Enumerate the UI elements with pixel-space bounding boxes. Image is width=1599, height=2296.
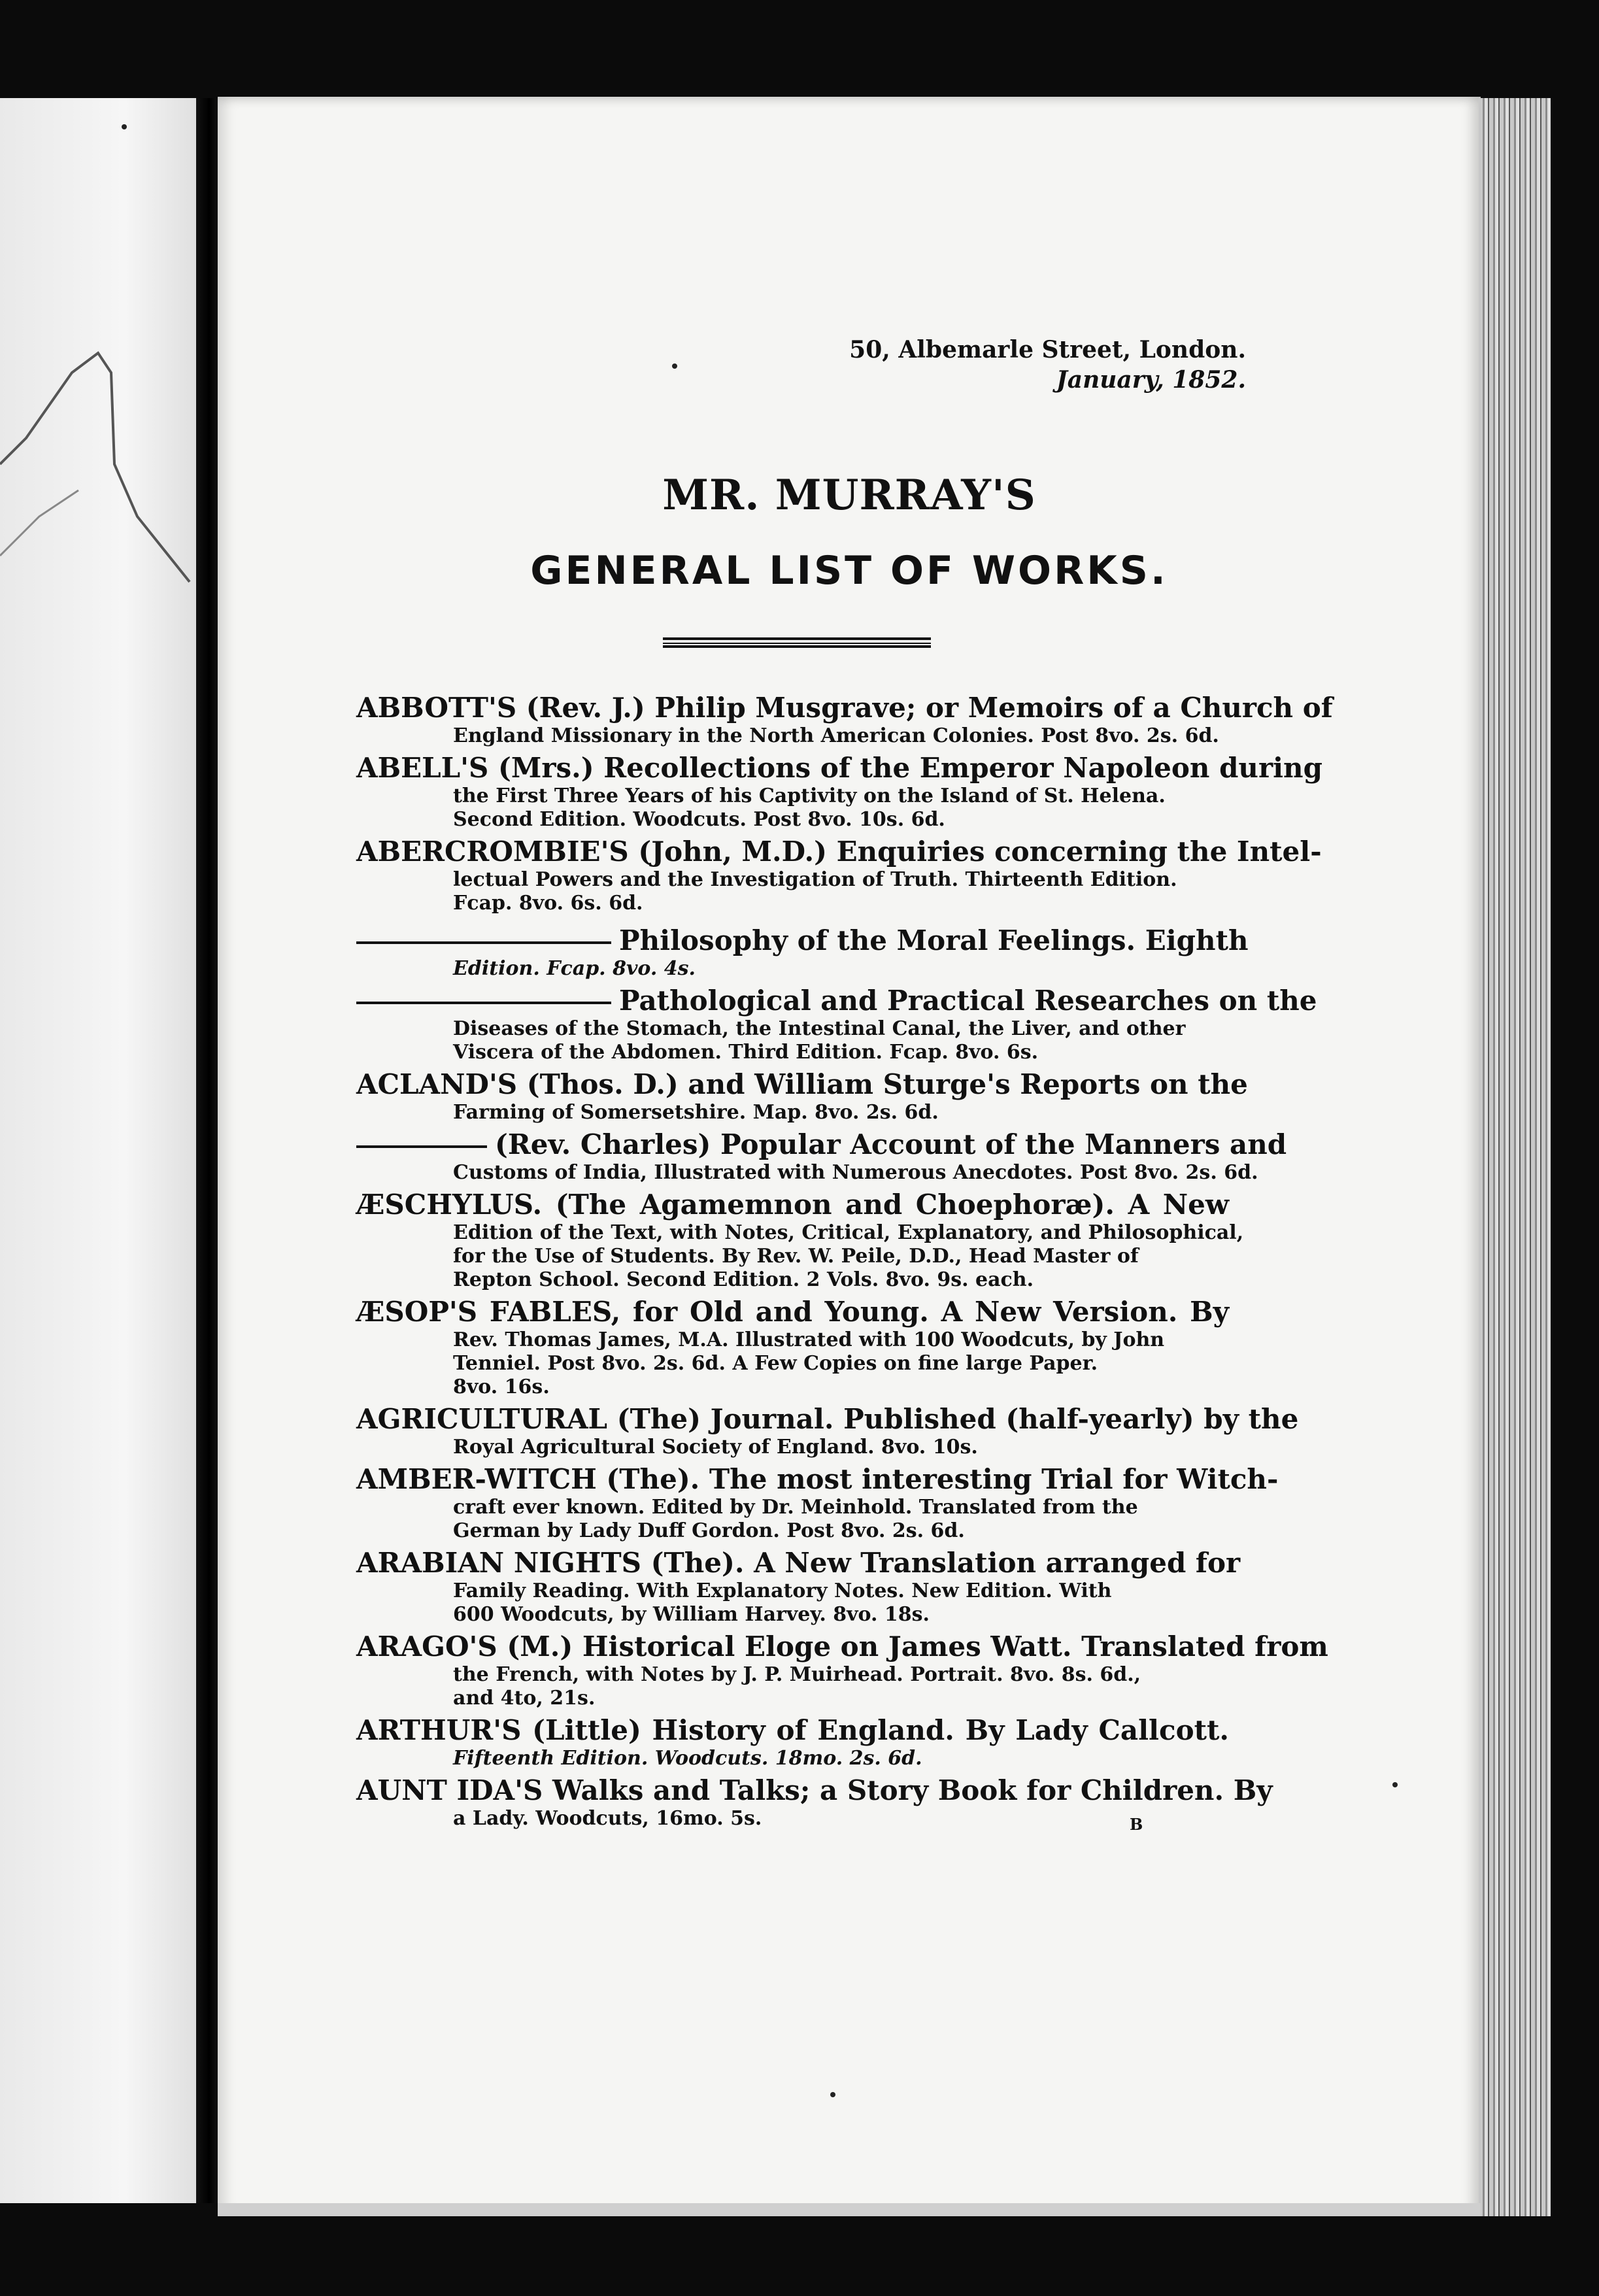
page-subtitle: GENERAL LIST OF WORKS. [530,548,1168,594]
entry-head-text: Pathological and Practical Researches on the [619,985,1317,1017]
entry-line: for the Use of Students. By Rev. W. Peile, D.D., Head Master of [453,1245,1139,1268]
entry-head-continued [356,1128,1287,1161]
list-item [356,1403,1299,1459]
entry-line: Edition. Fcap. 8vo. 4s. [453,957,696,980]
entry-line: Tenniel. Post 8vo. 2s. 6d. A Few Copies on fine large Paper. [453,1352,1098,1375]
entry-head: ABERCROMBIE'S (John, M.D.) Enquiries concerning the Intel- [356,836,1322,868]
page-bottom-edge [218,2203,1481,2216]
entry-line: the French, with Notes by J. P. Muirhead. Portrait. 8vo. 8s. 6d., [453,1663,1141,1686]
ditto-rule [356,941,611,944]
entry-line: Fcap. 8vo. 6s. 6d. [453,892,643,915]
entry-line: lectual Powers and the Investigation of Truth. Thirteenth Edition. [453,868,1177,891]
speck [830,2092,835,2097]
entry-line: 600 Woodcuts, by William Harvey. 8vo. 18s. [453,1603,930,1626]
entry-line: Second Edition. Woodcuts. Post 8vo. 10s. 6d. [453,808,945,831]
list-item [356,1463,1279,1543]
page-title: MR. MURRAY'S [662,471,1036,520]
entry-head: AGRICULTURAL (The) Journal. Published (half-yearly) by the [356,1403,1299,1435]
entry-head: ARAGO'S (M.) Historical Eloge on James Watt. Translated from [356,1630,1328,1663]
entry-head-continued [356,924,1249,957]
entry-line: England Missionary in the North American Colonies. Post 8vo. 2s. 6d. [453,724,1219,747]
list-item [356,1547,1241,1627]
entry-head-continued [356,985,1317,1017]
page-stack-edge [1479,98,1551,2216]
entry-line: the First Three Years of his Captivity on the Island of St. Helena. [453,785,1166,807]
list-item [356,1630,1328,1710]
list-item [356,1714,1229,1770]
title-rule [663,637,931,648]
speck [672,363,677,369]
entry-head: ABELL'S (Mrs.) Recollections of the Emperor Napoleon during [356,752,1322,784]
entry-line: Edition of the Text, with Notes, Critical, Explanatory, and Philosophical, [453,1221,1244,1244]
list-item [356,1189,1244,1292]
entry-head: ÆSOP'S FABLES, for Old and Young. A New Version. By [356,1296,1229,1328]
speck [122,124,127,129]
list-item [356,836,1322,915]
list-item [356,985,1317,1064]
entry-head: ACLAND'S (Thos. D.) and William Sturge's Reports on the [356,1068,1248,1100]
speck [1392,1782,1398,1787]
entry-line: a Lady. Woodcuts, 16mo. 5s. [453,1807,762,1830]
entry-line: Viscera of the Abdomen. Third Edition. Fcap. 8vo. 6s. [453,1041,1039,1064]
entry-head: AUNT IDA'S Walks and Talks; a Story Book for Children. By [356,1774,1273,1806]
torn-page-mark [0,98,208,2203]
entry-head: ABBOTT'S (Rev. J.) Philip Musgrave; or Memoirs of a Church of [356,692,1333,724]
list-item [356,924,1249,981]
entry-head-text: Philosophy of the Moral Feelings. Eighth [619,924,1249,956]
list-item [356,1296,1229,1399]
entry-head: ARTHUR'S (Little) History of England. By Lady Callcott. [356,1714,1229,1746]
entry-line: Family Reading. With Explanatory Notes. New Edition. With [453,1579,1112,1602]
entry-line: Diseases of the Stomach, the Intestinal Canal, the Liver, and other [453,1017,1186,1040]
list-item [356,692,1333,748]
entry-line: Repton School. Second Edition. 2 Vols. 8vo. 9s. each. [453,1268,1034,1291]
entry-line: Rev. Thomas James, M.A. Illustrated with 100 Woodcuts, by John [453,1328,1165,1351]
entry-line: German by Lady Duff Gordon. Post 8vo. 2s. 6d. [453,1519,965,1542]
ditto-rule [356,1145,487,1148]
address-street: 50, Albemarle Street, London. [849,336,1246,363]
entry-line: Customs of India, Illustrated with Numerous Anecdotes. Post 8vo. 2s. 6d. [453,1161,1258,1184]
entry-head: ARABIAN NIGHTS (The). A New Translation arranged for [356,1547,1241,1579]
address-date: January, 1852. [1056,366,1246,394]
list-item [356,1774,1273,1831]
publisher-address [849,335,1246,395]
signature-mark: B [1130,1815,1143,1834]
ditto-rule [356,1002,611,1004]
entry-line: Fifteenth Edition. Woodcuts. 18mo. 2s. 6d. [453,1747,922,1770]
list-item [356,752,1322,832]
entry-line: Farming of Somersetshire. Map. 8vo. 2s. 6d. [453,1101,939,1124]
entry-head: ÆSCHYLUS. (The Agamemnon and Choephoræ). A New [356,1189,1229,1221]
entry-head: AMBER-WITCH (The). The most interesting Trial for Witch- [356,1463,1279,1495]
list-item [356,1068,1248,1124]
entry-line: Royal Agricultural Society of England. 8vo. 10s. [453,1436,978,1459]
entry-line: craft ever known. Edited by Dr. Meinhold. Translated from the [453,1496,1138,1519]
entry-head-text: (Rev. Charles) Popular Account of the Manners and [495,1128,1287,1160]
list-item [356,1128,1287,1185]
entry-line: 8vo. 16s. [453,1376,550,1398]
entry-line: and 4to, 21s. [453,1687,596,1710]
works-list [356,692,1333,1834]
